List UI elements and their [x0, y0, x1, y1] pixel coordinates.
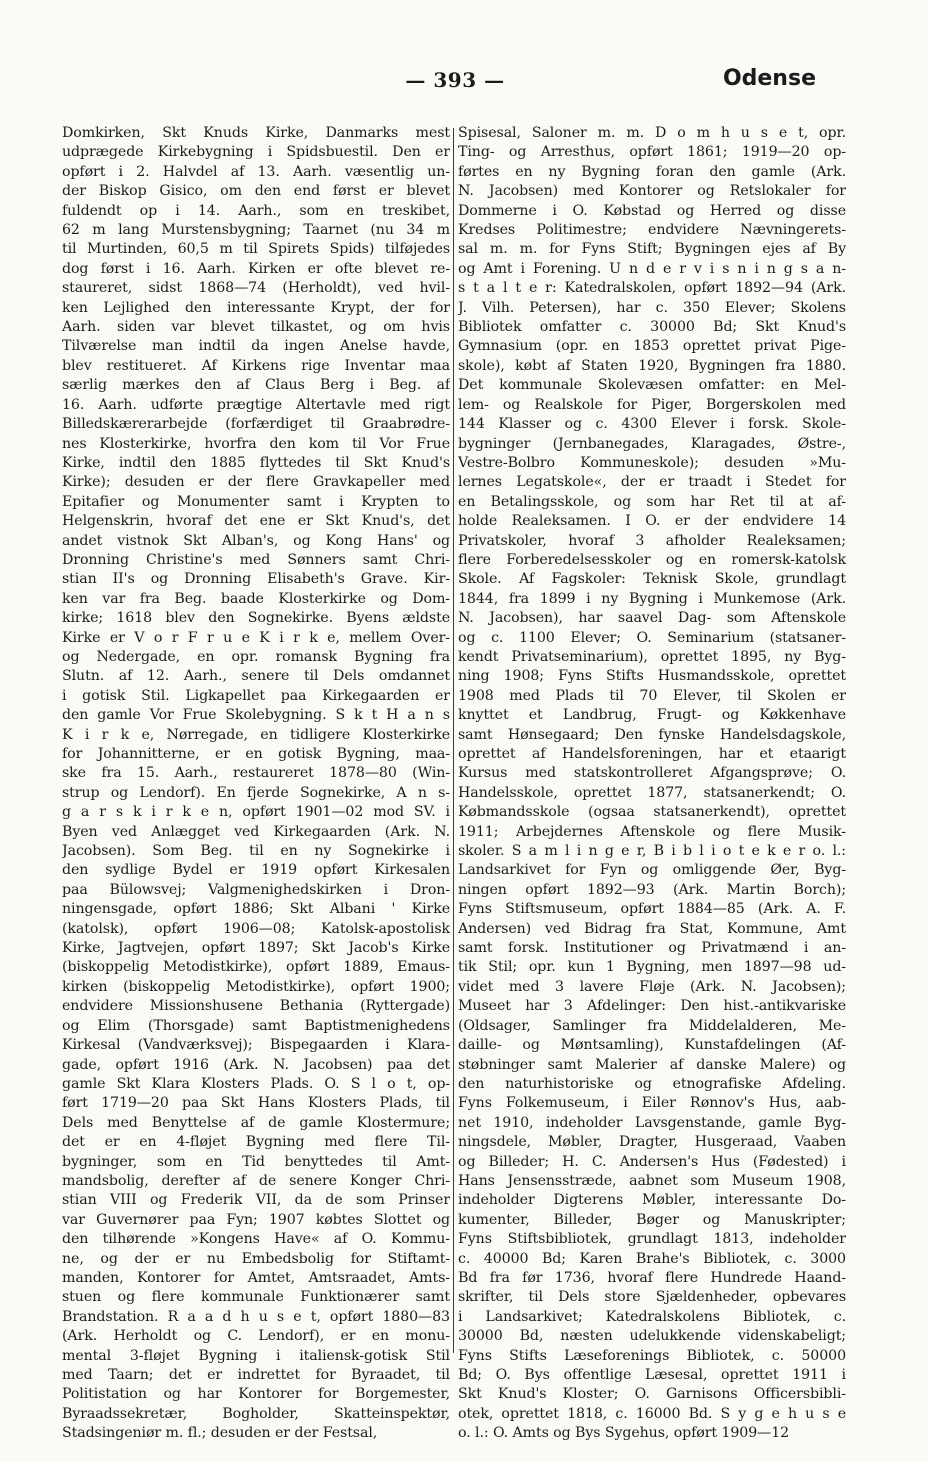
text-line: tik Stil; opr. kun 1 Bygning, men 1897—98 ud-: [458, 959, 846, 976]
text-line: kendt Privatseminarium), oprettet 1895, ny Byg-: [458, 648, 846, 665]
text-line: flere Forberedelsesskoler og en romersk-katolsk: [458, 551, 846, 568]
left-text-column: [62, 124, 450, 1444]
text-line: den sydlige Bydel er 1919 opført Kirkesalen: [62, 862, 450, 879]
text-line: daille- og Møntsamling), Kunstafdelingen (Af-: [458, 1037, 846, 1054]
text-line: (Oldsager, Samlinger fra Middelalderen, Me-: [458, 1017, 846, 1034]
text-line: Helgenskrin, hvoraf det ene er Skt Knud's, det: [62, 513, 450, 530]
text-line: Det kommunale Skolevæsen omfatter: en Mel-: [458, 377, 846, 394]
text-line: lem- og Realskole for Piger, Borgerskolen med: [458, 396, 846, 413]
text-line: lernes Legatskole«, der er traadt i Stedet for: [458, 474, 846, 491]
text-line: Bd; O. Bys offentlige Læsesal, oprettet 1911 i: [458, 1367, 846, 1383]
text-line: blev restitueret. Af Kirkens rige Inventar maa: [62, 357, 450, 374]
text-line: den naturhistoriske og etnografiske Afdeling.: [458, 1075, 846, 1092]
text-line: Hans Jensensstræde, aabnet som Museum 1908,: [458, 1172, 846, 1189]
text-line: indeholder Digterens Møbler, interessante Do-: [458, 1192, 846, 1209]
text-line: Vestre-Bolbro Kommuneskole); desuden »Mu-: [458, 454, 846, 471]
text-line: ske fra 15. Aarh., restaureret 1878—80 (Win-: [62, 765, 450, 782]
text-line: Kirke, Jagtvejen, opført 1897; Skt Jacob's Kirke: [62, 940, 450, 957]
text-line: ning 1908; Fyns Stifts Husmandsskole, oprettet: [458, 668, 846, 685]
text-line: samt forsk. Institutioner og Privatmænd i an-: [458, 940, 846, 957]
text-line: og Elim (Thorsgade) samt Baptistmenighedens: [62, 1017, 450, 1034]
text-line: var Guvernører paa Fyn; 1907 købtes Slottet og: [62, 1211, 450, 1228]
text-line: Kirke, indtil den 1885 flyttedes til Skt Knud's: [62, 454, 450, 471]
text-line: K i r k e, Nørregade, en tidligere Klosterkirke: [62, 726, 450, 743]
text-line: Skole. Af Fagskoler: Teknisk Skole, grundlagt: [458, 571, 846, 588]
text-line: Brandstation. R a a d h u s e t, opført 1880—83: [62, 1308, 450, 1325]
column-divider: [453, 128, 454, 1353]
text-line: staureret, sidst 1868—74 (Herholdt), ved hvil-: [62, 280, 450, 297]
text-line: med Taarn; det er indrettet for Byraadet, til: [62, 1367, 450, 1383]
text-line: Privatskoler, hvoraf 3 afholder Realeksamen;: [458, 532, 846, 549]
text-line: for Johannitterne, er en gotisk Bygning, maa-: [62, 746, 450, 762]
running-title: Odense: [722, 66, 816, 91]
text-line: Byraadssekretær, Bogholder, Skatteinspektør,: [62, 1405, 450, 1422]
text-line: g a r s k i r k e n, opført 1901—02 mod SV. i: [62, 804, 450, 821]
text-line: den tilhørende »Kongens Have« af O. Kommu-: [62, 1231, 450, 1248]
text-line: Købmandsskole (ogsaa statsanerkendt), oprettet: [458, 804, 846, 821]
text-line: Dommerne i O. Købstad og Herred og disse: [458, 202, 846, 219]
text-line: Dels med Benyttelse af de gamle Klostermure;: [62, 1114, 450, 1131]
text-line: den gamle Vor Frue Skolebygning. S k t H a n s: [62, 707, 450, 724]
text-line: Kirkesal (Vandværksvej); Bispegaarden i Klara-: [62, 1037, 450, 1054]
text-line: der Biskop Gisico, om den end først er blevet: [62, 183, 450, 200]
text-line: Landsarkivet for Fyn og omliggende Øer, Byg-: [458, 862, 846, 879]
text-line: samt Hønsegaard; Den fynske Handelsdagskole,: [458, 726, 846, 743]
page-header: [0, 66, 928, 102]
text-line: stian II's og Dronning Elisabeth's Grave. Kir-: [62, 571, 450, 588]
text-line: Domkirken, Skt Knuds Kirke, Danmarks mest: [62, 125, 450, 141]
text-line: (katolsk), opført 1906—08; Katolsk-apostolisk: [62, 920, 450, 937]
text-line: støbninger samt Malerier af danske Malere) og: [458, 1056, 846, 1073]
text-line: gamle Skt Klara Klosters Plads. O. S l o t, op-: [62, 1075, 450, 1092]
text-line: en Betalingsskole, og som har Ret til at af-: [458, 493, 846, 510]
text-line: endvidere Missionshusene Bethania (Ryttergade): [62, 998, 450, 1015]
text-line: manden, Kontorer for Amtet, Amtsraadet, Amts-: [62, 1269, 450, 1286]
text-line: Ting- og Arresthus, opført 1861; 1919—20 op-: [458, 144, 846, 161]
text-line: net 1910, indeholder Lavsgenstande, gamle Byg-: [458, 1114, 846, 1131]
text-line: sal m. m. for Fyns Stift; Bygningen ejes af By: [458, 241, 846, 258]
text-line: Bd fra før 1736, hvoraf flere Hundrede Haand-: [458, 1269, 846, 1286]
text-line: videt med 3 lavere Fløje (Ark. N. Jacobsen);: [458, 978, 846, 995]
text-line: holde Realeksamen. I O. er der endvidere 14: [458, 513, 846, 530]
text-line: i Landsarkivet; Katedralskolens Bibliotek, c.: [458, 1308, 846, 1325]
text-line: s t a l t e r: Katedralskolen, opført 1892—94 (Ark.: [458, 280, 846, 297]
text-line: Handelsskole, oprettet 1877, statsanerkendt; O.: [458, 784, 846, 801]
text-line: Tilværelse man indtil da ingen Anelse havde,: [62, 338, 450, 355]
text-line: Fyns Stiftsmuseum, opført 1884—85 (Ark. A. F.: [458, 901, 846, 918]
text-line: 62 m lang Murstensbygning; Taarnet (nu 34 m: [62, 222, 450, 239]
text-line: otek, oprettet 1818, c. 16000 Bd. S y g e h u s e: [458, 1405, 846, 1422]
page-number: — 393 —: [405, 68, 505, 92]
text-line: 1911; Arbejdernes Aftenskole og flere Musik-: [458, 823, 846, 840]
text-line: (biskoppelig Metodistkirke), opført 1889, Emaus-: [62, 959, 450, 976]
text-line: og Billeder; H. C. Andersen's Hus (Fødested) i: [458, 1153, 846, 1170]
text-line: Byen ved Anlægget ved Kirkegaarden (Ark. N.: [62, 823, 450, 840]
text-line: Stadsingeniør m. fl.; desuden er der Festsal,: [62, 1425, 378, 1442]
text-line: J. Vilh. Petersen), har c. 350 Elever; Skolens: [458, 299, 846, 316]
text-line: 1844, fra 1899 i ny Bygning i Munkemose (Ark.: [458, 590, 846, 607]
text-line: førtes en ny Bygning foran den gamle (Ark.: [458, 163, 846, 180]
text-line: Billedskærerarbejde (forfærdiget til Graabrødre-: [62, 416, 450, 433]
text-line: opført i 2. Halvdel af 13. Aarh. væsentlig un-: [62, 163, 450, 180]
text-line: Kirke); desuden er der flere Gravkapeller med: [62, 474, 450, 491]
text-line: Dronning Christine's med Sønners samt Chri-: [62, 551, 450, 568]
text-line: Epitafier og Monumenter samt i Krypten to: [62, 493, 450, 510]
text-line: dog først i 16. Aarh. Kirken er ofte blevet re-: [62, 260, 450, 277]
text-line: nes Klosterkirke, hvorfra den kom til Vor Frue: [62, 435, 450, 452]
text-line: særlig mærkes den af Claus Berg i Beg. af: [62, 377, 450, 394]
text-line: knyttet et Landbrug, Frugt- og Køkkenhave: [458, 707, 846, 724]
text-line: udprægede Kirkebygning i Spidsbuestil. Den er: [62, 144, 450, 161]
text-line: Spisesal, Saloner m. m. D o m h u s e t, opr.: [458, 125, 846, 141]
text-line: mental 3-fløjet Bygning i italiensk-gotisk Stil: [62, 1347, 450, 1364]
text-line: N. Jacobsen) med Kontorer og Retslokaler for: [458, 183, 846, 200]
text-line: andet vistnok Skt Alban's, og Kong Hans' og: [62, 532, 450, 549]
text-line: Fyns Stiftsbibliotek, grundlagt 1813, indeholder: [458, 1231, 846, 1248]
text-line: kirken (biskoppelig Metodistkirke), opført 1900;: [62, 978, 450, 995]
text-line: Kirke er V o r F r u e K i r k e, mellem Over-: [62, 629, 450, 646]
text-line: Bibliotek omfatter c. 30000 Bd; Skt Knud's: [458, 319, 846, 336]
text-line: skole), købt af Staten 1920, Bygningen fra 1880.: [458, 357, 846, 374]
text-line: ningensgade, opført 1886; Skt Albani ' Kirke: [62, 901, 450, 918]
text-line: oprettet af Handelsforeningen, har et etaarigt: [458, 746, 846, 762]
text-line: ningsdele, Møbler, Dragter, Husgeraad, Vaaben: [458, 1134, 846, 1151]
text-line: skoler. S a m l i n g e r, B i b l i o t e k e r o. l.:: [458, 843, 846, 860]
text-line: ningen opført 1892—93 (Ark. Martin Borch);: [458, 881, 846, 898]
text-line: 144 Klasser og c. 4300 Elever i forsk. Skole-: [458, 416, 846, 433]
text-line: kirke; 1618 blev den Sognekirke. Byens ældste: [62, 610, 450, 627]
text-line: bygninger (Jernbanegades, Klaragades, Østre-,: [458, 435, 846, 452]
text-line: og c. 1100 Elever; O. Seminarium (statsaner-: [458, 629, 846, 646]
text-line: stuen og flere kommunale Funktionærer samt: [62, 1289, 450, 1306]
text-line: 16. Aarh. udførte prægtige Altertavle med rigt: [62, 396, 450, 413]
text-line: (Ark. Herholdt og C. Lendorf), er en monu-: [62, 1328, 450, 1345]
text-line: 30000 Bd, næsten udelukkende videnskabeligt;: [458, 1328, 846, 1345]
text-line: skrifter, til Dels store Sjældenheder, opbevares: [458, 1289, 846, 1306]
text-line: Jacobsen). Som Beg. til en ny Sognekirke i: [62, 843, 450, 860]
text-line: Fyns Folkemuseum, i Eiler Rønnov's Hus, aab-: [458, 1095, 846, 1112]
text-line: Kursus med statskontrolleret Afgangsprøve; O.: [458, 765, 846, 782]
text-line: c. 40000 Bd; Karen Brahe's Bibliotek, c. 3000: [458, 1250, 846, 1267]
text-line: stian VIII og Frederik VII, da de som Prinser: [62, 1192, 450, 1209]
text-line: gade, opført 1916 (Ark. N. Jacobsen) paa det: [62, 1056, 450, 1073]
text-line: ført 1719—20 paa Skt Hans Klosters Plads, til: [62, 1095, 450, 1112]
text-line: ne, og der er nu Embedsbolig for Stiftamt-: [62, 1250, 450, 1267]
text-line: Slutn. af 12. Aarh., senere til Dels omdannet: [62, 668, 450, 685]
text-line: fuldendt op i 14. Aarh., som en treskibet,: [62, 202, 450, 219]
text-line: Kredses Politimestre; endvidere Nævningerets-: [458, 222, 846, 239]
text-line: ken var fra Beg. baade Klosterkirke og Dom-: [62, 590, 450, 607]
text-line: paa Bülowsvej; Valgmenighedskirken i Dron-: [62, 881, 450, 898]
text-line: og Amt i Forening. U n d e r v i s n i n g s a n-: [458, 260, 846, 277]
text-line: kumenter, Billeder, Bøger og Manuskripter;: [458, 1211, 846, 1228]
text-line: i gotisk Stil. Ligkapellet paa Kirkegaarden er: [62, 687, 450, 704]
text-line: N. Jacobsen), har saavel Dag- som Aftenskole: [458, 610, 846, 627]
text-line: Politistation og har Kontorer for Borgemester,: [62, 1386, 450, 1403]
text-line: 1908 med Plads til 70 Elever, til Skolen er: [458, 687, 846, 704]
text-line: Gymnasium (opr. en 1853 oprettet privat Pige-: [458, 338, 846, 355]
text-line: og Nedergade, en opr. romansk Bygning fra: [62, 648, 450, 665]
text-line: det er en 4-fløjet Bygning med flere Til-: [62, 1134, 450, 1151]
text-line: Andersen) ved Bidrag fra Stat, Kommune, Amt: [458, 920, 846, 937]
text-line: til Murtinden, 60,5 m til Spirets Spids) tilføjedes: [62, 241, 450, 258]
text-line: Skt Knud's Kloster; O. Garnisons Officersbibli-: [458, 1386, 846, 1403]
text-line: o. l.: O. Amts og Bys Sygehus, opført 1909—12: [458, 1425, 790, 1442]
text-line: Aarh. siden var blevet tilkastet, og om hvis: [62, 319, 450, 336]
right-text-column: [458, 124, 846, 1444]
text-line: Museet har 3 Afdelinger: Den hist.-antikvariske: [458, 998, 846, 1015]
text-line: strup og Lendorf). En fjerde Sognekirke, A n s-: [62, 784, 450, 801]
text-line: ken Lejlighed den interessante Krypt, der for: [62, 299, 450, 316]
text-line: bygninger, som en Tid benyttedes til Amt-: [62, 1153, 450, 1170]
text-line: Fyns Stifts Læseforenings Bibliotek, c. 50000: [458, 1347, 846, 1364]
text-line: mandsbolig, derefter af de senere Konger Chri-: [62, 1172, 450, 1189]
